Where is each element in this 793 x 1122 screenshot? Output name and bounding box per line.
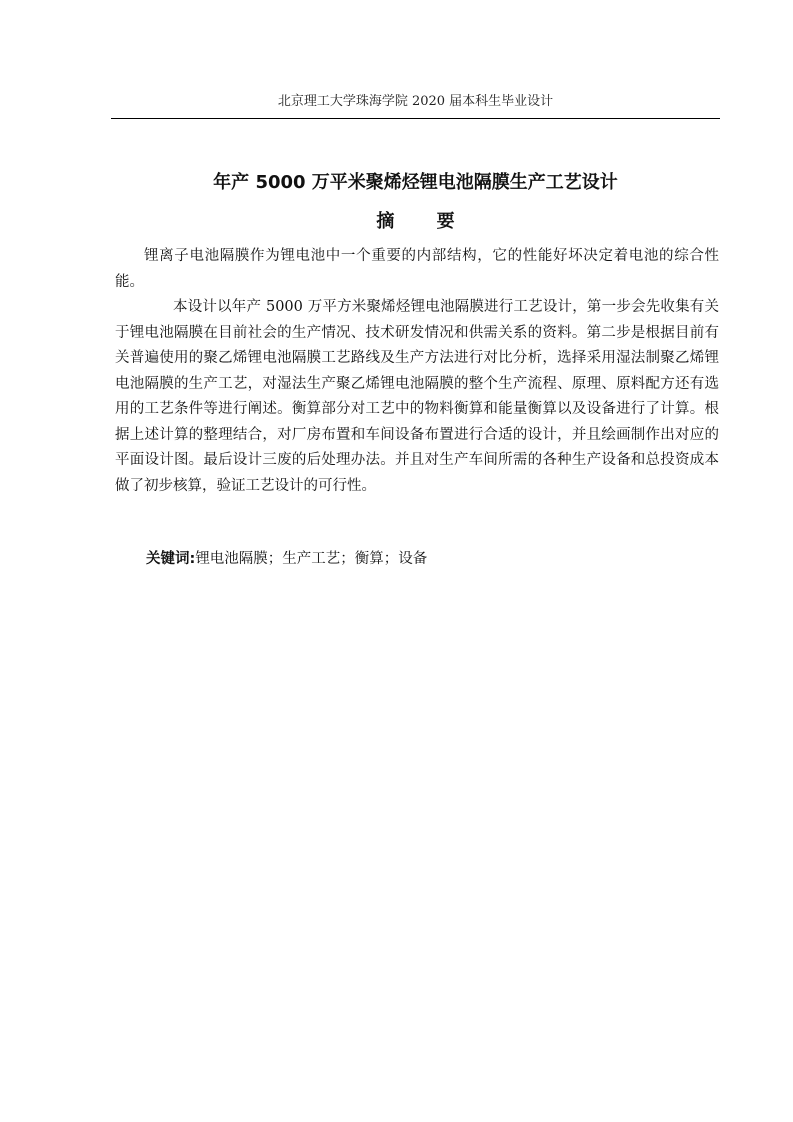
abstract-body	[115, 244, 719, 499]
keywords-value: 锂电池隔膜；生产工艺；衡算；设备	[195, 551, 428, 567]
abstract-paragraph-2: 本设计以年产 5000 万平方米聚烯烃锂电池隔膜进行工艺设计，第一步会先收集有关于锂电池隔膜在目前社会的生产情况、技术研发情况和供需关系的资料。第二步是根据目前有关普遍使用的聚乙烯锂电池隔膜工艺路线及生产方法进行对比分析，选择采用湿法制聚乙烯锂电池隔膜的生产工艺，对湿法生产聚乙烯锂电池隔膜的整个生产流程、原理、原料配方还有选用的工艺条件等进行阐述。衡算部分对工艺中的物料衡算和能量衡算以及设备进行了计算。根据上述计算的整理结合，对厂房布置和车间设备布置进行合适的设计，并且绘画制作出对应的平面设计图。最后设计三废的后处理办法。并且对生产车间所需的各种生产设备和总投资成本做了初步核算，验证工艺设计的可行性。	[115, 299, 719, 494]
page-header	[111, 92, 720, 119]
abstract-heading: 摘 要	[376, 211, 473, 232]
keywords-line	[146, 547, 720, 572]
header-text: 北京理工大学珠海学院 2020 届本科生毕业设计	[277, 94, 554, 109]
abstract-paragraph-1: 锂离子电池隔膜作为锂电池中一个重要的内部结构，它的性能好坏决定着电池的综合性能。	[115, 248, 719, 290]
document-title: 年产 5000 万平米聚烯烃锂电池隔膜生产工艺设计	[213, 172, 618, 193]
keywords-label: 关键词:	[146, 551, 196, 567]
